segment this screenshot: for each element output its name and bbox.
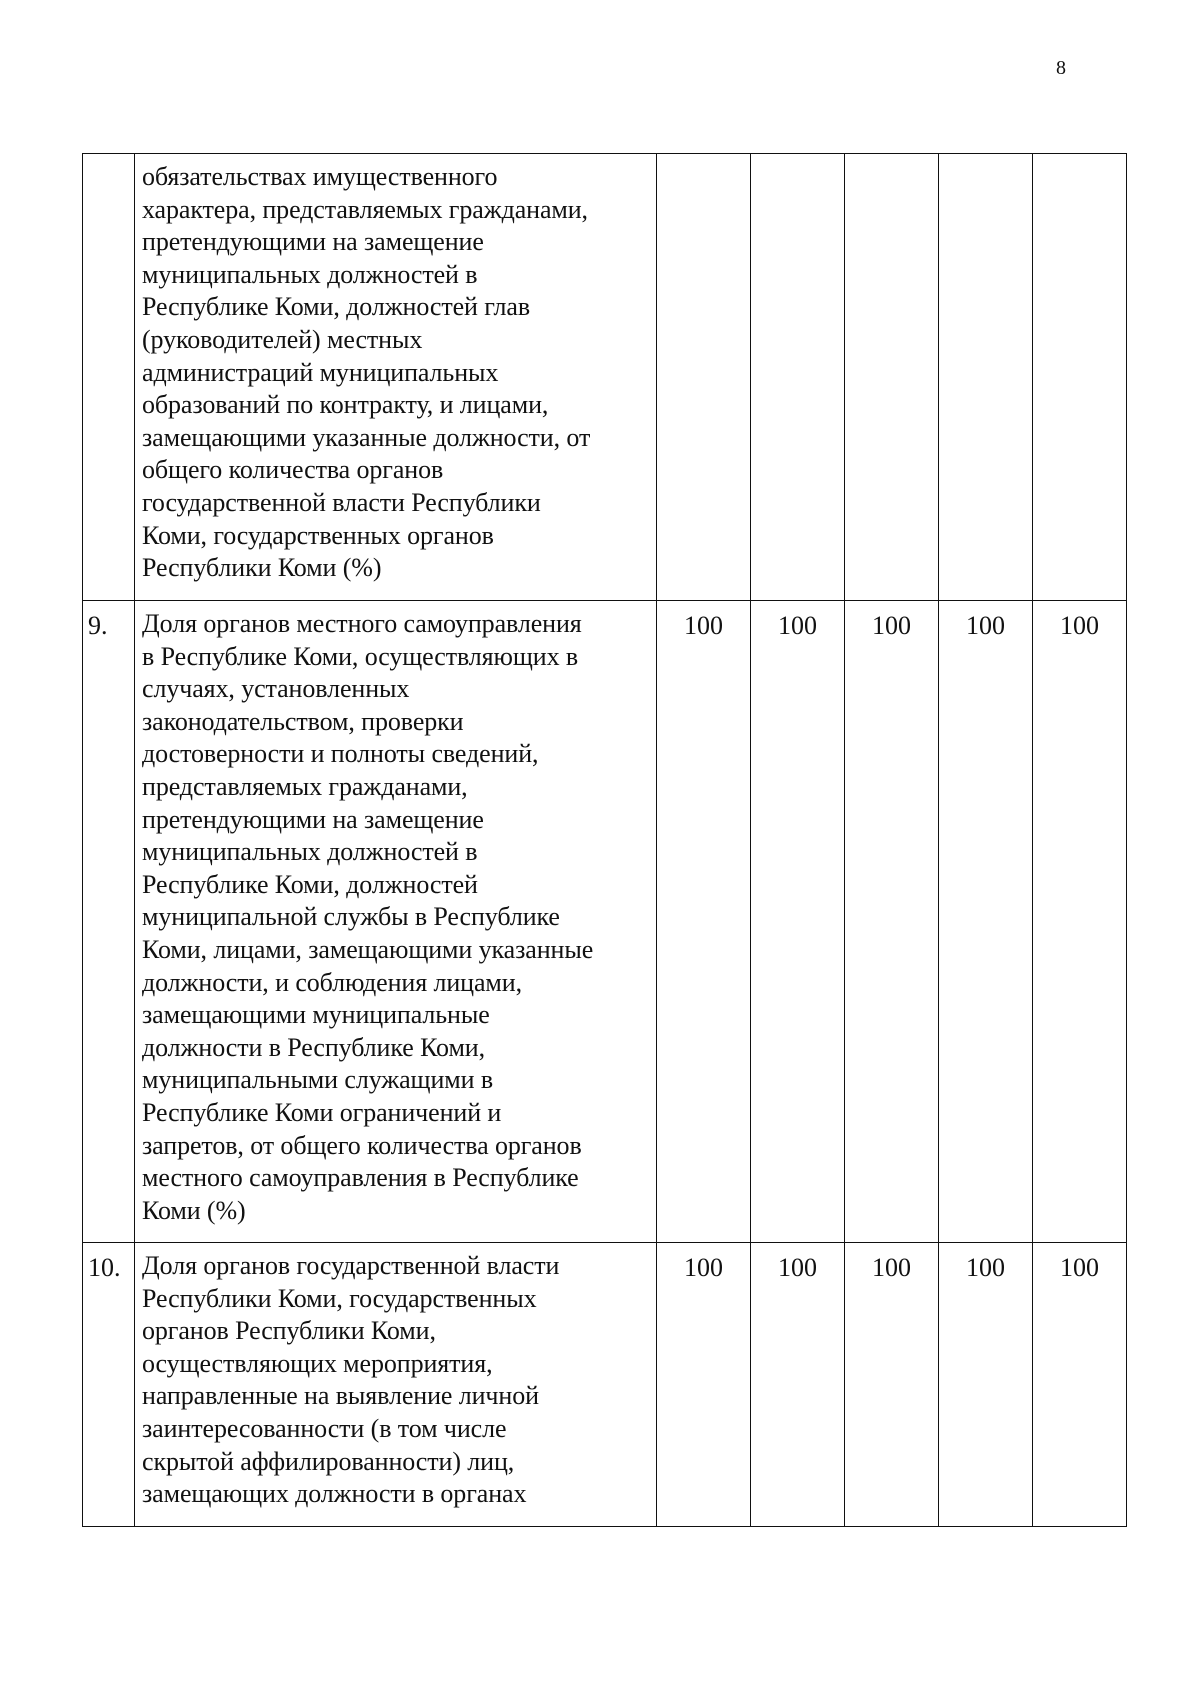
indicator-description-cell: Доля органов местного самоуправления в Республике Коми, осуществляющих в случаях, установленных законодательством, проверки достоверности и полноты сведений, представляемых гражданами, претендующими на замещение муниципальных должностей в Республике Коми, должностей муниципальной службы в Республике Коми, лицами, замещающими указанные должности, и соблюдения лицами, замещающими муниципальные должности в Республике Коми, муниципальными служащими в Республике Коми ограничений и запретов, от общего количества органов местного самоуправления в Республике Коми (%) (135, 601, 657, 1243)
value-cell (751, 154, 845, 601)
value-cell: 100 (657, 1243, 751, 1527)
page-number: 8 (1056, 57, 1066, 79)
value-cell: 100 (845, 1243, 939, 1527)
value-cell (939, 154, 1033, 601)
value-cell: 100 (1033, 601, 1127, 1243)
row-number-cell (83, 154, 135, 601)
row-number-cell: 9. (83, 601, 135, 1243)
value-cell: 100 (751, 601, 845, 1243)
table-row (83, 1243, 1127, 1527)
indicators-table (82, 153, 1127, 1527)
table-row (83, 601, 1127, 1243)
table-row (83, 154, 1127, 601)
value-cell (845, 154, 939, 601)
value-cell: 100 (939, 1243, 1033, 1527)
value-cell (1033, 154, 1127, 601)
value-cell: 100 (751, 1243, 845, 1527)
value-cell: 100 (939, 601, 1033, 1243)
value-cell: 100 (1033, 1243, 1127, 1527)
value-cell (657, 154, 751, 601)
value-cell: 100 (657, 601, 751, 1243)
indicator-description-cell: обязательствах имущественного характера, представляемых гражданами, претендующими на замещение муниципальных должностей в Республике Коми, должностей глав (руководителей) местных администраций муниципальных образований по контракту, и лицами, замещающими указанные должности, от общего количества органов государственной власти Республики Коми, государственных органов Республики Коми (%) (135, 154, 657, 601)
indicator-description-cell: Доля органов государственной власти Республики Коми, государственных органов Республики Коми, осуществляющих мероприятия, направленные на выявление личной заинтересованности (в том числе скрытой аффилированности) лиц, замещающих должности в органах (135, 1243, 657, 1527)
row-number-cell: 10. (83, 1243, 135, 1527)
value-cell: 100 (845, 601, 939, 1243)
